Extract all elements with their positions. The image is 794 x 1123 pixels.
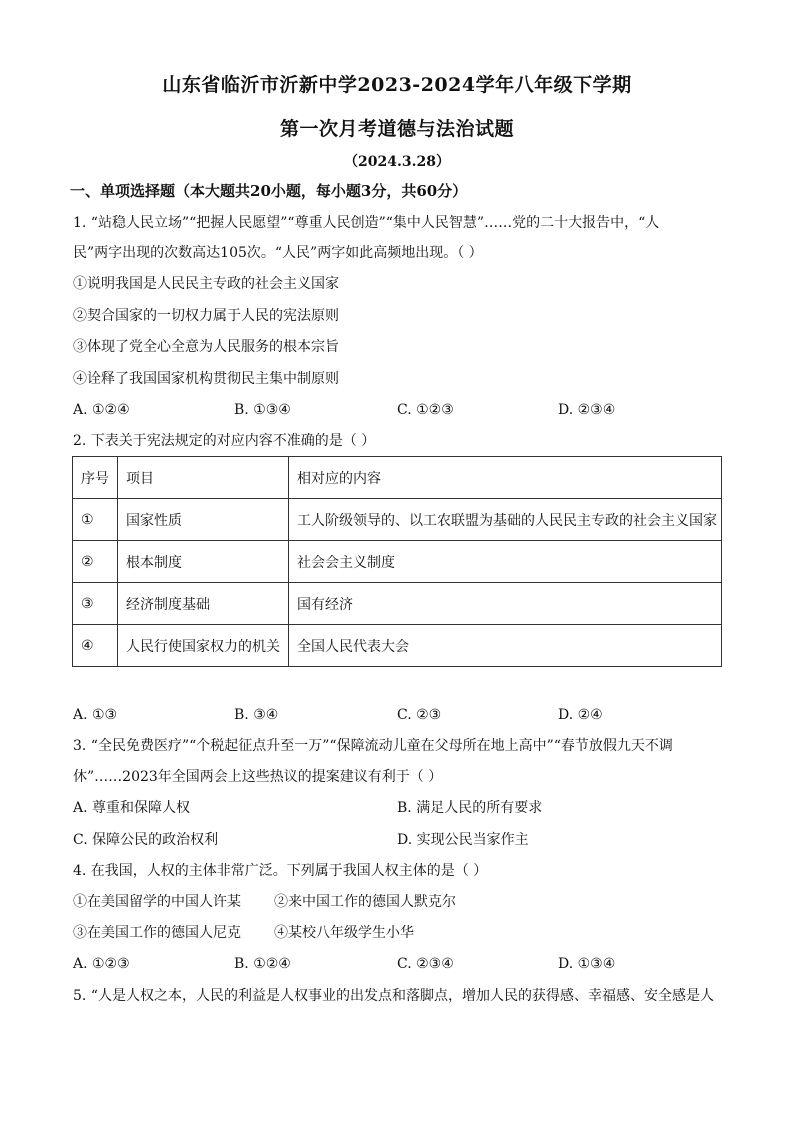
table-cell: 根本制度 xyxy=(118,541,289,583)
q4-option-c: C. ②③④ xyxy=(397,956,454,972)
q1-stem-line1: 1. “站稳人民立场”“把握人民愿望”“尊重人民创造”“集中人民智慧”……党的二十大报告中，“人 xyxy=(73,215,660,231)
table-cell: 经济制度基础 xyxy=(118,583,289,625)
exam-title-line2: 第一次月考道德与法治试题 xyxy=(279,118,514,140)
table-cell: 社会会主义制度 xyxy=(289,541,722,583)
table-cell: 国有经济 xyxy=(289,583,722,625)
q3-option-d: D. 实现公民当家作主 xyxy=(397,832,529,848)
q1-option-d: D. ②③④ xyxy=(558,402,616,418)
q2-option-c: C. ②③ xyxy=(397,707,442,723)
q1-item: ④诠释了我国国家机构贯彻民主集中制原则 xyxy=(73,371,339,387)
q4-item: ④某校八年级学生小华 xyxy=(274,925,414,941)
table-header-cell: 项目 xyxy=(118,457,289,499)
table-header-row xyxy=(73,457,722,499)
q4-option-b: B. ①②④ xyxy=(234,956,291,972)
table-cell: ② xyxy=(73,541,118,583)
q3-stem-line1: 3. “全民免费医疗”“个税起征点升至一万”“保障流动儿童在父母所在地上高中”“春节放假九天不调 xyxy=(73,738,673,754)
q2-option-a: A. ①③ xyxy=(73,707,118,723)
q2-option-d: D. ②④ xyxy=(558,707,603,723)
table-cell: ④ xyxy=(73,625,118,667)
table-header-cell: 序号 xyxy=(73,457,118,499)
q4-stem: 4. 在我国，人权的主体非常广泛。下列属于我国人权主体的是（ ） xyxy=(73,863,488,879)
table-row xyxy=(73,541,722,583)
table-cell: 全国人民代表大会 xyxy=(289,625,722,667)
q2-table xyxy=(72,456,722,667)
q4-item: ①在美国留学的中国人许某 xyxy=(73,894,241,910)
table-cell: 国家性质 xyxy=(118,499,289,541)
q1-option-b: B. ①③④ xyxy=(234,402,291,418)
q3-option-c: C. 保障公民的政治权利 xyxy=(73,832,219,848)
q5-stem-line1: 5. “人是人权之本，人民的利益是人权事业的出发点和落脚点，增加人民的获得感、幸福感、安全感是人 xyxy=(73,988,714,1004)
section-heading: 一、单项选择题（本大题共20小题，每小题3分，共60分） xyxy=(70,182,468,200)
table-row xyxy=(73,499,722,541)
table-cell: 人民行使国家权力的机关 xyxy=(118,625,289,667)
q4-option-a: A. ①②③ xyxy=(73,956,130,972)
exam-date: （2024.3.28） xyxy=(344,154,450,170)
q4-option-d: D. ①③④ xyxy=(558,956,616,972)
table-row xyxy=(73,583,722,625)
table-cell: 工人阶级领导的、以工农联盟为基础的人民民主专政的社会主义国家 xyxy=(289,499,722,541)
q1-option-c: C. ①②③ xyxy=(397,402,454,418)
q4-item: ②来中国工作的德国人默克尔 xyxy=(274,894,456,910)
q4-item: ③在美国工作的德国人尼克 xyxy=(73,925,241,941)
table-cell: ① xyxy=(73,499,118,541)
table-row xyxy=(73,625,722,667)
q2-stem: 2. 下表关于宪法规定的对应内容不准确的是（ ） xyxy=(73,433,376,449)
table-cell: ③ xyxy=(73,583,118,625)
q3-stem-line2: 休”……2023年全国两会上这些热议的提案建议有利于（ ） xyxy=(73,769,443,785)
q1-item: ③体现了党全心全意为人民服务的根本宗旨 xyxy=(73,339,339,355)
q1-stem-line2: 民”两字出现的次数高达105次。“人民”两字如此高频地出现。（ ） xyxy=(73,245,483,261)
exam-title-line1: 山东省临沂市沂新中学2023-2024学年八年级下学期 xyxy=(162,74,632,96)
q1-item: ①说明我国是人民民主专政的社会主义国家 xyxy=(73,276,339,292)
q2-option-b: B. ③④ xyxy=(234,707,279,723)
q1-item: ②契合国家的一切权力属于人民的宪法原则 xyxy=(73,308,339,324)
q1-option-a: A. ①②④ xyxy=(73,402,130,418)
q3-option-b: B. 满足人民的所有要求 xyxy=(397,800,543,816)
q3-option-a: A. 尊重和保障人权 xyxy=(73,800,191,816)
table-header-cell: 相对应的内容 xyxy=(289,457,722,499)
